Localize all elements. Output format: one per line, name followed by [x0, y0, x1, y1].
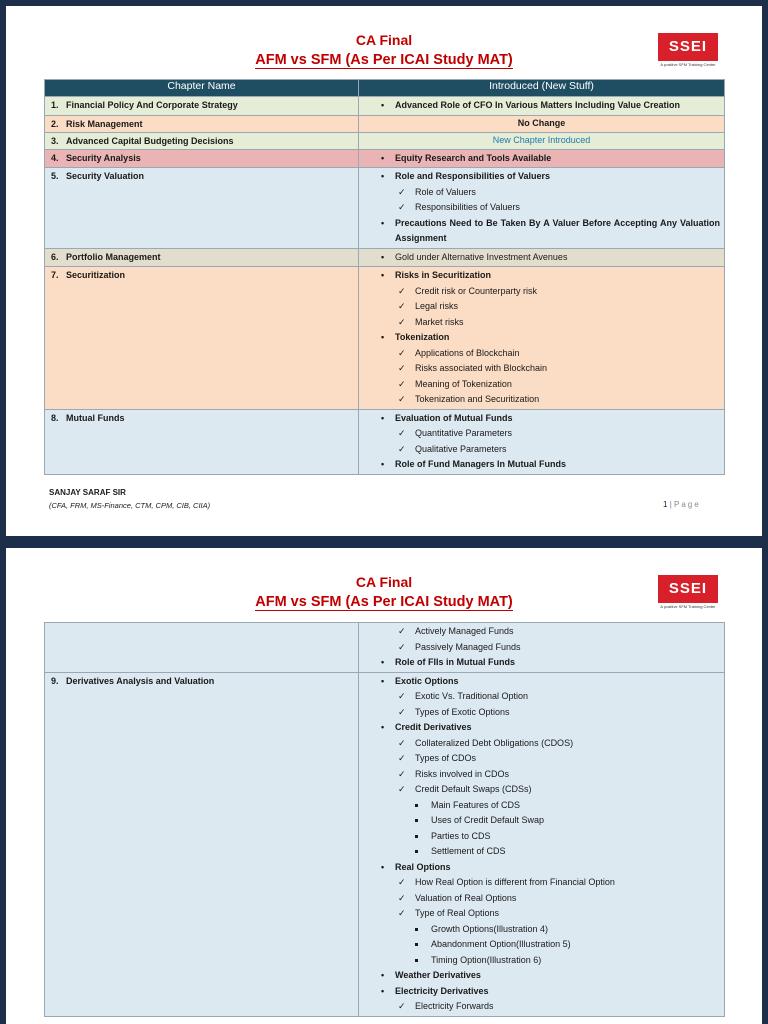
author-name: SANJAY SARAF SIR [49, 488, 126, 497]
page-subtitle: AFM vs SFM (As Per ICAI Study MAT) [255, 52, 513, 68]
check-item: ✓ Risks associated with Blockchain [359, 361, 720, 377]
page-number: 1 | Page [663, 500, 701, 509]
bullet-item: • Equity Research and Tools Available [359, 151, 720, 167]
bullet-item: • Weather Derivatives [359, 968, 720, 984]
logo-text: SSEI [658, 575, 718, 603]
status-text: No Change [359, 115, 725, 132]
page-title: CA Final [355, 574, 413, 590]
check-item: ✓ Tokenization and Securitization [359, 392, 720, 408]
document-page-1 [6, 6, 762, 536]
check-item: ✓ Credit risk or Counterparty risk [359, 284, 720, 300]
ssei-logo [658, 33, 718, 73]
check-item: ✓ Credit Default Swaps (CDSs) [359, 782, 720, 798]
chapter-cell: 5. Security Valuation [45, 168, 359, 249]
square-item: Growth Options(Illustration 4) [359, 922, 720, 938]
table-row [45, 409, 725, 474]
bullet-item: • Exotic Options [359, 674, 720, 690]
bullet-item: • Role of Fund Managers In Mutual Funds [359, 457, 720, 473]
page-title: CA Final [355, 32, 413, 48]
chapter-cell: 7. Securitization [45, 267, 359, 410]
bullet-item: • Evaluation of Mutual Funds [359, 411, 720, 427]
bullet-item: • Gold under Alternative Investment Avenues [359, 250, 720, 266]
page-header [6, 548, 762, 618]
square-item: Parties to CDS [359, 829, 720, 845]
chapter-cell-empty [45, 623, 359, 673]
check-item: ✓ Exotic Vs. Traditional Option [359, 689, 720, 705]
check-item: ✓ Market risks [359, 315, 720, 331]
bullet-item: • Role of FIIs in Mutual Funds [359, 655, 720, 671]
square-item: Abandonment Option(Illustration 5) [359, 937, 720, 953]
column-header-introduced: Introduced (New Stuff) [359, 80, 725, 97]
check-item: ✓ Collateralized Debt Obligations (CDOS) [359, 736, 720, 752]
square-item: Main Features of CDS [359, 798, 720, 814]
chapter-cell: 6. Portfolio Management [45, 248, 359, 267]
page-footer [49, 488, 210, 510]
check-item: ✓ Quantitative Parameters [359, 426, 720, 442]
chapter-cell: 3. Advanced Capital Budgeting Decisions [45, 132, 359, 149]
page-header [6, 6, 762, 76]
table-row [45, 623, 725, 673]
chapter-cell: 9. Derivatives Analysis and Valuation [45, 672, 359, 1016]
check-item: ✓ Meaning of Tokenization [359, 377, 720, 393]
table-row [45, 115, 725, 132]
table-row [45, 132, 725, 149]
check-item: ✓ Types of Exotic Options [359, 705, 720, 721]
page-subtitle: AFM vs SFM (As Per ICAI Study MAT) [255, 594, 513, 610]
check-item: ✓ Passively Managed Funds [359, 640, 720, 656]
comparison-table-continued [44, 622, 725, 1017]
logo-tagline: A positive SFM Training Center [660, 62, 716, 67]
check-item: ✓ Responsibilities of Valuers [359, 200, 720, 216]
table-row [45, 168, 725, 249]
square-item: Timing Option(Illustration 6) [359, 953, 720, 969]
square-item: Settlement of CDS [359, 844, 720, 860]
comparison-table [44, 79, 725, 475]
check-item: ✓ Applications of Blockchain [359, 346, 720, 362]
check-item: ✓ Actively Managed Funds [359, 624, 720, 640]
table-header-row [45, 80, 725, 97]
check-item: ✓ Qualitative Parameters [359, 442, 720, 458]
bullet-item: • Role and Responsibilities of Valuers [359, 169, 720, 185]
table-row [45, 149, 725, 168]
chapter-cell: 1. Financial Policy And Corporate Strategy [45, 97, 359, 116]
table-row [45, 248, 725, 267]
bullet-item: • Tokenization [359, 330, 720, 346]
bullet-item: • Precautions Need to Be Taken By A Valuer Before Accepting Any Valuation Assignment [359, 216, 720, 247]
bullet-item: • Credit Derivatives [359, 720, 720, 736]
chapter-cell: 8. Mutual Funds [45, 409, 359, 474]
check-item: ✓ Electricity Forwards [359, 999, 720, 1015]
author-qualifications: (CFA, FRM, MS-Finance, CTM, CPM, CIB, CIIA) [49, 501, 211, 510]
bullet-item: • Risks in Securitization [359, 268, 720, 284]
table-row [45, 97, 725, 116]
logo-text: SSEI [658, 33, 718, 61]
check-item: ✓ Risks involved in CDOs [359, 767, 720, 783]
check-item: ✓ Role of Valuers [359, 185, 720, 201]
bullet-item: • Electricity Derivatives [359, 984, 720, 1000]
table-row [45, 672, 725, 1016]
check-item: ✓ Types of CDOs [359, 751, 720, 767]
table-row [45, 267, 725, 410]
bullet-item: • Advanced Role of CFO In Various Matters Including Value Creation [359, 98, 720, 114]
document-page-2 [6, 548, 762, 1024]
chapter-cell: 2. Risk Management [45, 115, 359, 132]
chapter-cell: 4. Security Analysis [45, 149, 359, 168]
check-item: ✓ How Real Option is different from Financial Option [359, 875, 720, 891]
bullet-item: • Real Options [359, 860, 720, 876]
status-text: New Chapter Introduced [359, 132, 725, 149]
check-item: ✓ Type of Real Options [359, 906, 720, 922]
check-item: ✓ Valuation of Real Options [359, 891, 720, 907]
ssei-logo [658, 575, 718, 615]
column-header-chapter: Chapter Name [45, 80, 359, 97]
check-item: ✓ Legal risks [359, 299, 720, 315]
square-item: Uses of Credit Default Swap [359, 813, 720, 829]
logo-tagline: A positive SFM Training Center [660, 604, 716, 609]
